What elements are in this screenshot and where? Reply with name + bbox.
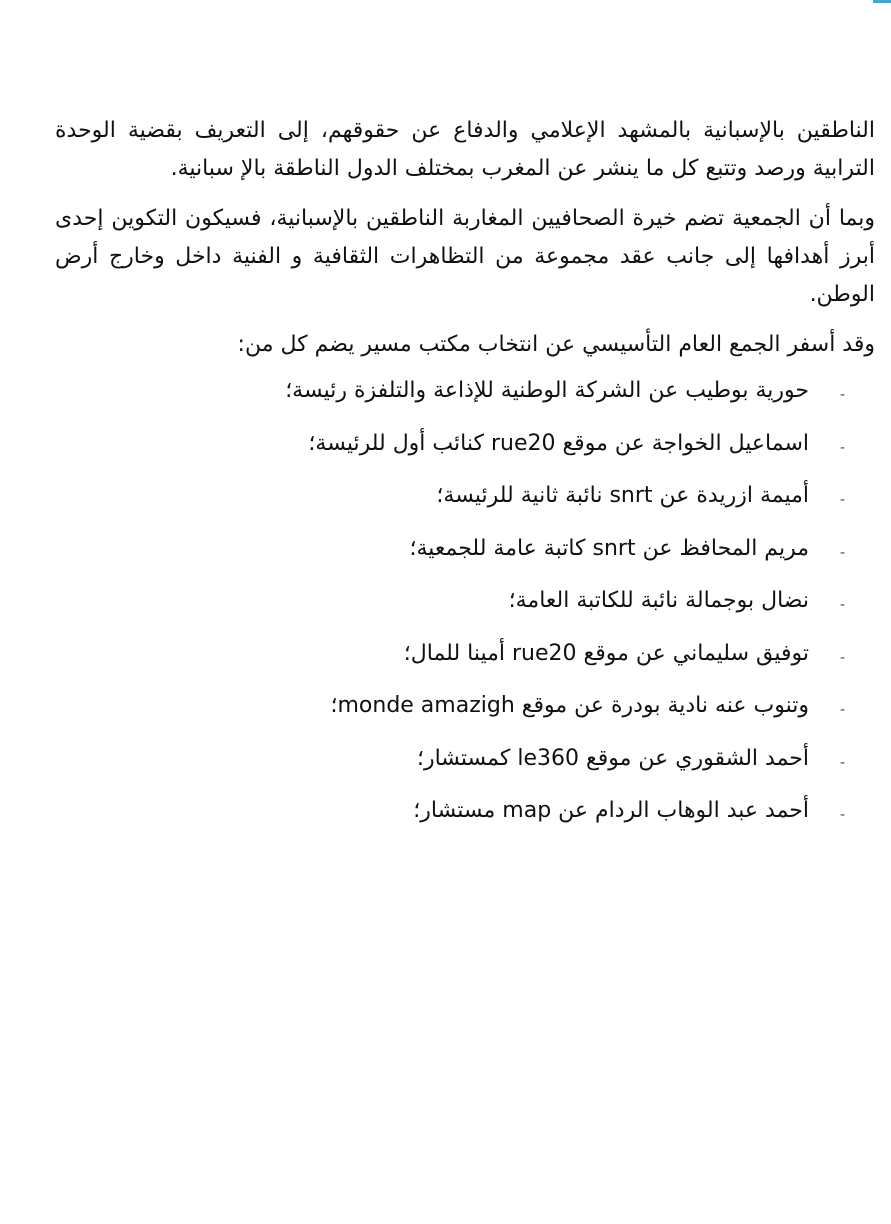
- member-text: توفيق سليماني عن موقع rue20 أمينا للمال؛: [403, 640, 809, 666]
- member-text: اسماعيل الخواجة عن موقع rue20 كنائب أول للرئيسة؛: [308, 430, 809, 456]
- top-corner-rule: [873, 0, 891, 21]
- member-text: نضال بوجمالة نائبة للكاتبة العامة؛: [508, 588, 809, 613]
- list-item: [55, 639, 875, 692]
- paragraph-board-intro: وقد أسفر الجمع العام التأسيسي عن انتخاب مكتب مسير يضم كل من:: [237, 332, 875, 357]
- list-item: [55, 744, 875, 797]
- list-marker: -: [839, 649, 845, 666]
- list-marker: -: [839, 754, 845, 771]
- list-marker: -: [839, 544, 845, 561]
- list-marker: -: [839, 439, 845, 456]
- list-marker: -: [839, 597, 845, 613]
- list-item: [55, 691, 875, 744]
- member-text: أحمد الشقوري عن موقع le360 كمستشار؛: [416, 745, 809, 771]
- list-item: [55, 586, 875, 639]
- list-item: [55, 481, 875, 534]
- board-members-list: [55, 376, 875, 849]
- list-marker: -: [839, 492, 845, 508]
- member-text: مريم المحافظ عن snrt كاتبة عامة للجمعية؛: [409, 535, 809, 561]
- list-item: [55, 796, 875, 849]
- member-text: أحمد عبد الوهاب الردام عن map مستشار؛: [413, 798, 809, 823]
- document-body: [55, 112, 875, 849]
- list-item: [55, 534, 875, 587]
- list-item: [55, 429, 875, 482]
- paragraph-training: وبما أن الجمعية تضم خيرة الصحافيين المغاربة الناطقين بالإسبانية، فسيكون التكوين إحدى أبرز أهدافها إلى جانب عقد مجموعة من التظاهرات الثقافية و الفنية داخل وخارج أرض الوطن.: [55, 206, 875, 307]
- member-text: أميمة ازريدة عن snrt نائبة ثانية للرئيسة؛: [436, 483, 809, 508]
- list-marker: -: [839, 702, 845, 718]
- list-item: [55, 376, 875, 429]
- member-text: وتنوب عنه نادية بودرة عن موقع monde amazigh؛: [330, 693, 809, 718]
- list-marker: -: [839, 807, 845, 823]
- member-text: حورية بوطيب عن الشركة الوطنية للإذاعة والتلفزة رئيسة؛: [285, 378, 809, 403]
- list-marker: -: [839, 387, 845, 403]
- paragraph-intro: الناطقين بالإسبانية بالمشهد الإعلامي والدفاع عن حقوقهم، إلى التعريف بقضية الوحدة الترابية ورصد وتتبع كل ما ينشر عن المغرب بمختلف الدول الناطقة بالإ سبانية.: [55, 118, 875, 181]
